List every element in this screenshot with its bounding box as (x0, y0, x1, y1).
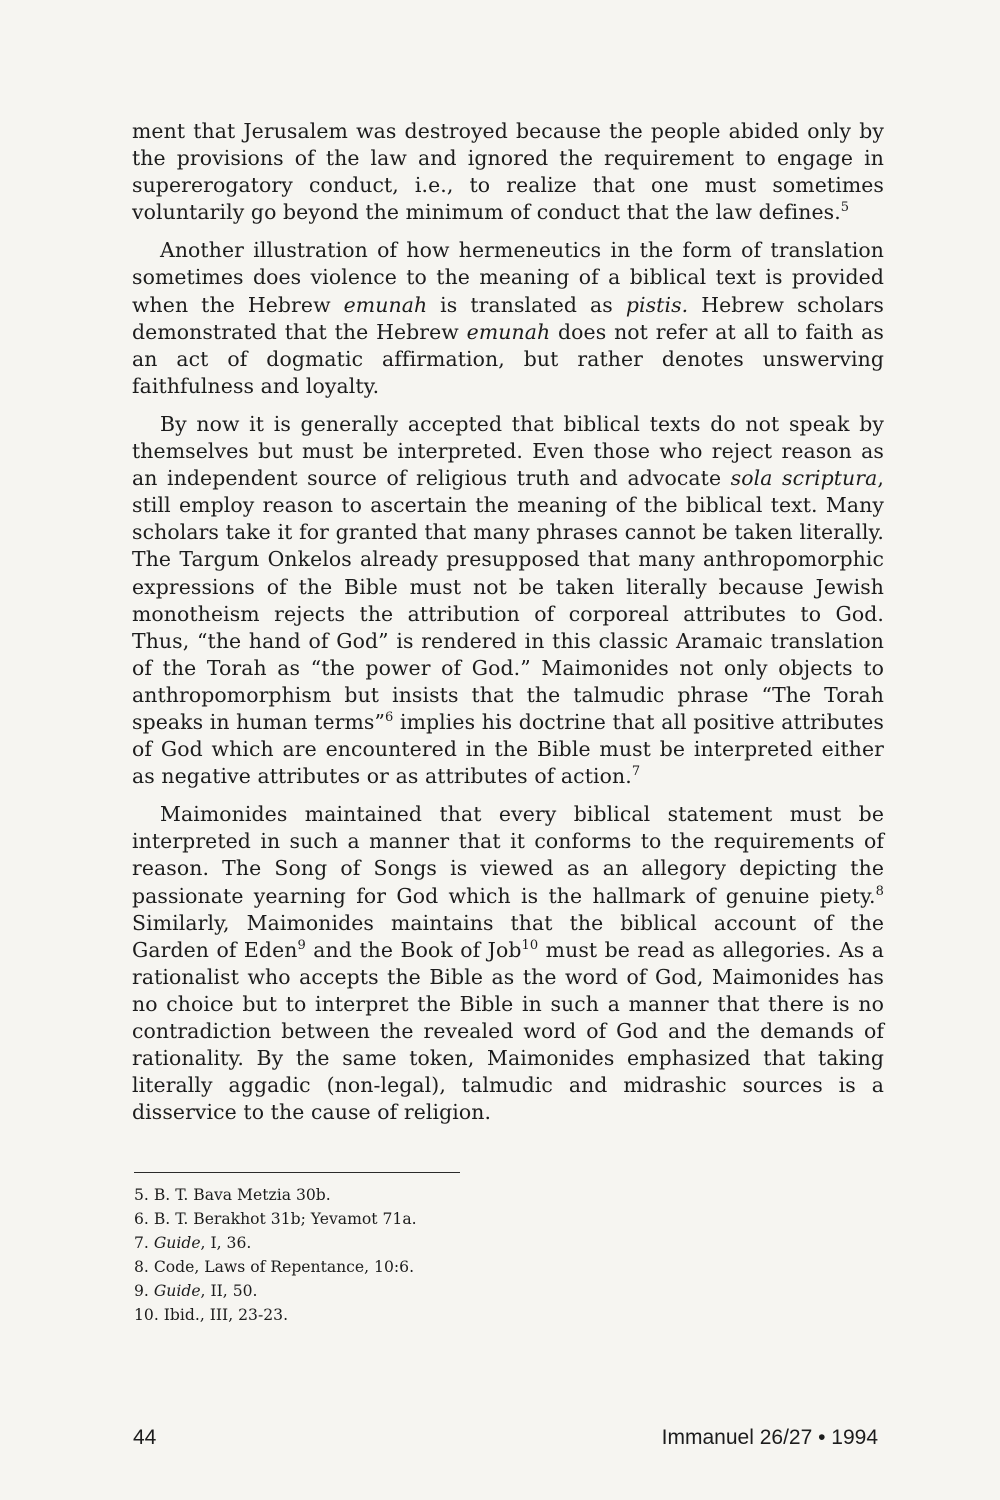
text-run: does not refer at all to faith as an act of dogmatic affirmation, but rather denotes unswerving faithfulness and loyalty. (132, 319, 884, 398)
text-run: , still employ reason to ascertain the meaning of the biblical text. Many scholars take it for granted that many phrases cannot be taken literally. The Targum Onkelos already presupposed that many anthropomorphic expressions of the Bible must not be taken literally because Jewish monotheism rejects the attribution of corporeal attributes to God. Thus, “the hand of God” is rendered in this classic Aramaic translation of the Torah as “the power of God.” Maimonides not only objects to anthropomorphism but insists that the talmudic phrase “The Torah speaks in human terms” (132, 466, 884, 734)
footnote (134, 1279, 634, 1303)
footnotes-list (134, 1183, 634, 1328)
italic-text: pistis. (625, 292, 689, 317)
footnote-marker: 6 (385, 709, 394, 725)
paragraph (132, 801, 884, 1126)
text-run: 9. (134, 1282, 154, 1301)
paragraph (132, 411, 884, 790)
italic-text: Guide (153, 1234, 201, 1253)
paragraph (132, 237, 884, 400)
italic-text: Guide (153, 1282, 201, 1301)
text-run: Another illustration of how hermeneutics in the form of translation sometimes does violence to the meaning of a biblical text is provided when the Hebrew (132, 238, 884, 317)
body-text (132, 118, 884, 1126)
text-run: 5. B. T. Bava Metzia 30b. (134, 1186, 331, 1204)
italic-text: emunah (343, 292, 428, 317)
text-run: implies his doctrine that all positive attributes of God which are encountered in the Bible must be interpreted either as negative attributes or as attributes of action. (132, 709, 884, 789)
footnote-marker: 9 (297, 937, 306, 953)
text-run: and the Book of Job (305, 937, 522, 962)
text-run: , I, 36. (200, 1234, 252, 1253)
footnote (134, 1231, 634, 1255)
text-run: must be read as allegories. As a rationalist who accepts the Bible as the word of God, Maimonides has no choice but to interpret the Bible in such a manner that there is no contradiction between the revealed word of God and the demands of rationality. By the same token, Maimonides emphasized that taking literally aggadic (non-legal), talmudic and midrashic sources is a disservice to the cause of religion. (132, 937, 884, 1125)
text-run: is translated as (427, 292, 626, 317)
page-number: 44 (133, 1426, 157, 1449)
text-run: ment that Jerusalem was destroyed because the people abided only by the provisions of the law and ignored the requirement to engage in supererogatory conduct, i.e., to realize that one must sometimes voluntarily go beyond the minimum of conduct that the law defines. (132, 119, 884, 225)
italic-text: sola scriptura (730, 466, 878, 491)
footnote (134, 1255, 634, 1279)
footnote-marker: 5 (840, 200, 850, 216)
text-run: , II, 50. (200, 1282, 258, 1301)
journal-citation: Immanuel 26/27 • 1994 (661, 1426, 878, 1449)
text-run: 10. Ibid., III, 23-23. (134, 1306, 289, 1325)
text-run: 6. B. T. Berakhot 31b; Yevamot 71a. (134, 1210, 417, 1229)
footnote (134, 1183, 634, 1207)
footnote-marker: 7 (631, 764, 641, 780)
paragraph (132, 118, 884, 226)
text-run: Similarly, Maimonides maintains that the biblical account of the Garden of Eden (132, 910, 884, 962)
text-run: Hebrew scholars demonstrated that the Hebrew (132, 292, 884, 344)
text-run: 8. Code, Laws of Repentance, 10:6. (134, 1258, 415, 1277)
footnote (134, 1303, 634, 1327)
footnote (134, 1207, 634, 1231)
footnote-marker: 8 (875, 883, 884, 899)
text-run: Maimonides maintained that every biblical statement must be interpreted in such a manner that it conforms to the requirements of reason. The Song of Songs is viewed as an allegory depicting the passionate yearning for God which is the hallmark of genuine piety. (132, 802, 884, 908)
footnote-marker: 10 (521, 937, 539, 953)
footnote-divider (134, 1172, 460, 1173)
text-run: By now it is generally accepted that biblical texts do not speak by themselves but must be interpreted. Even those who reject reason as an independent source of religious truth and advocate (132, 411, 884, 491)
italic-text: emunah (466, 319, 551, 344)
text-run: 7. (134, 1234, 154, 1253)
